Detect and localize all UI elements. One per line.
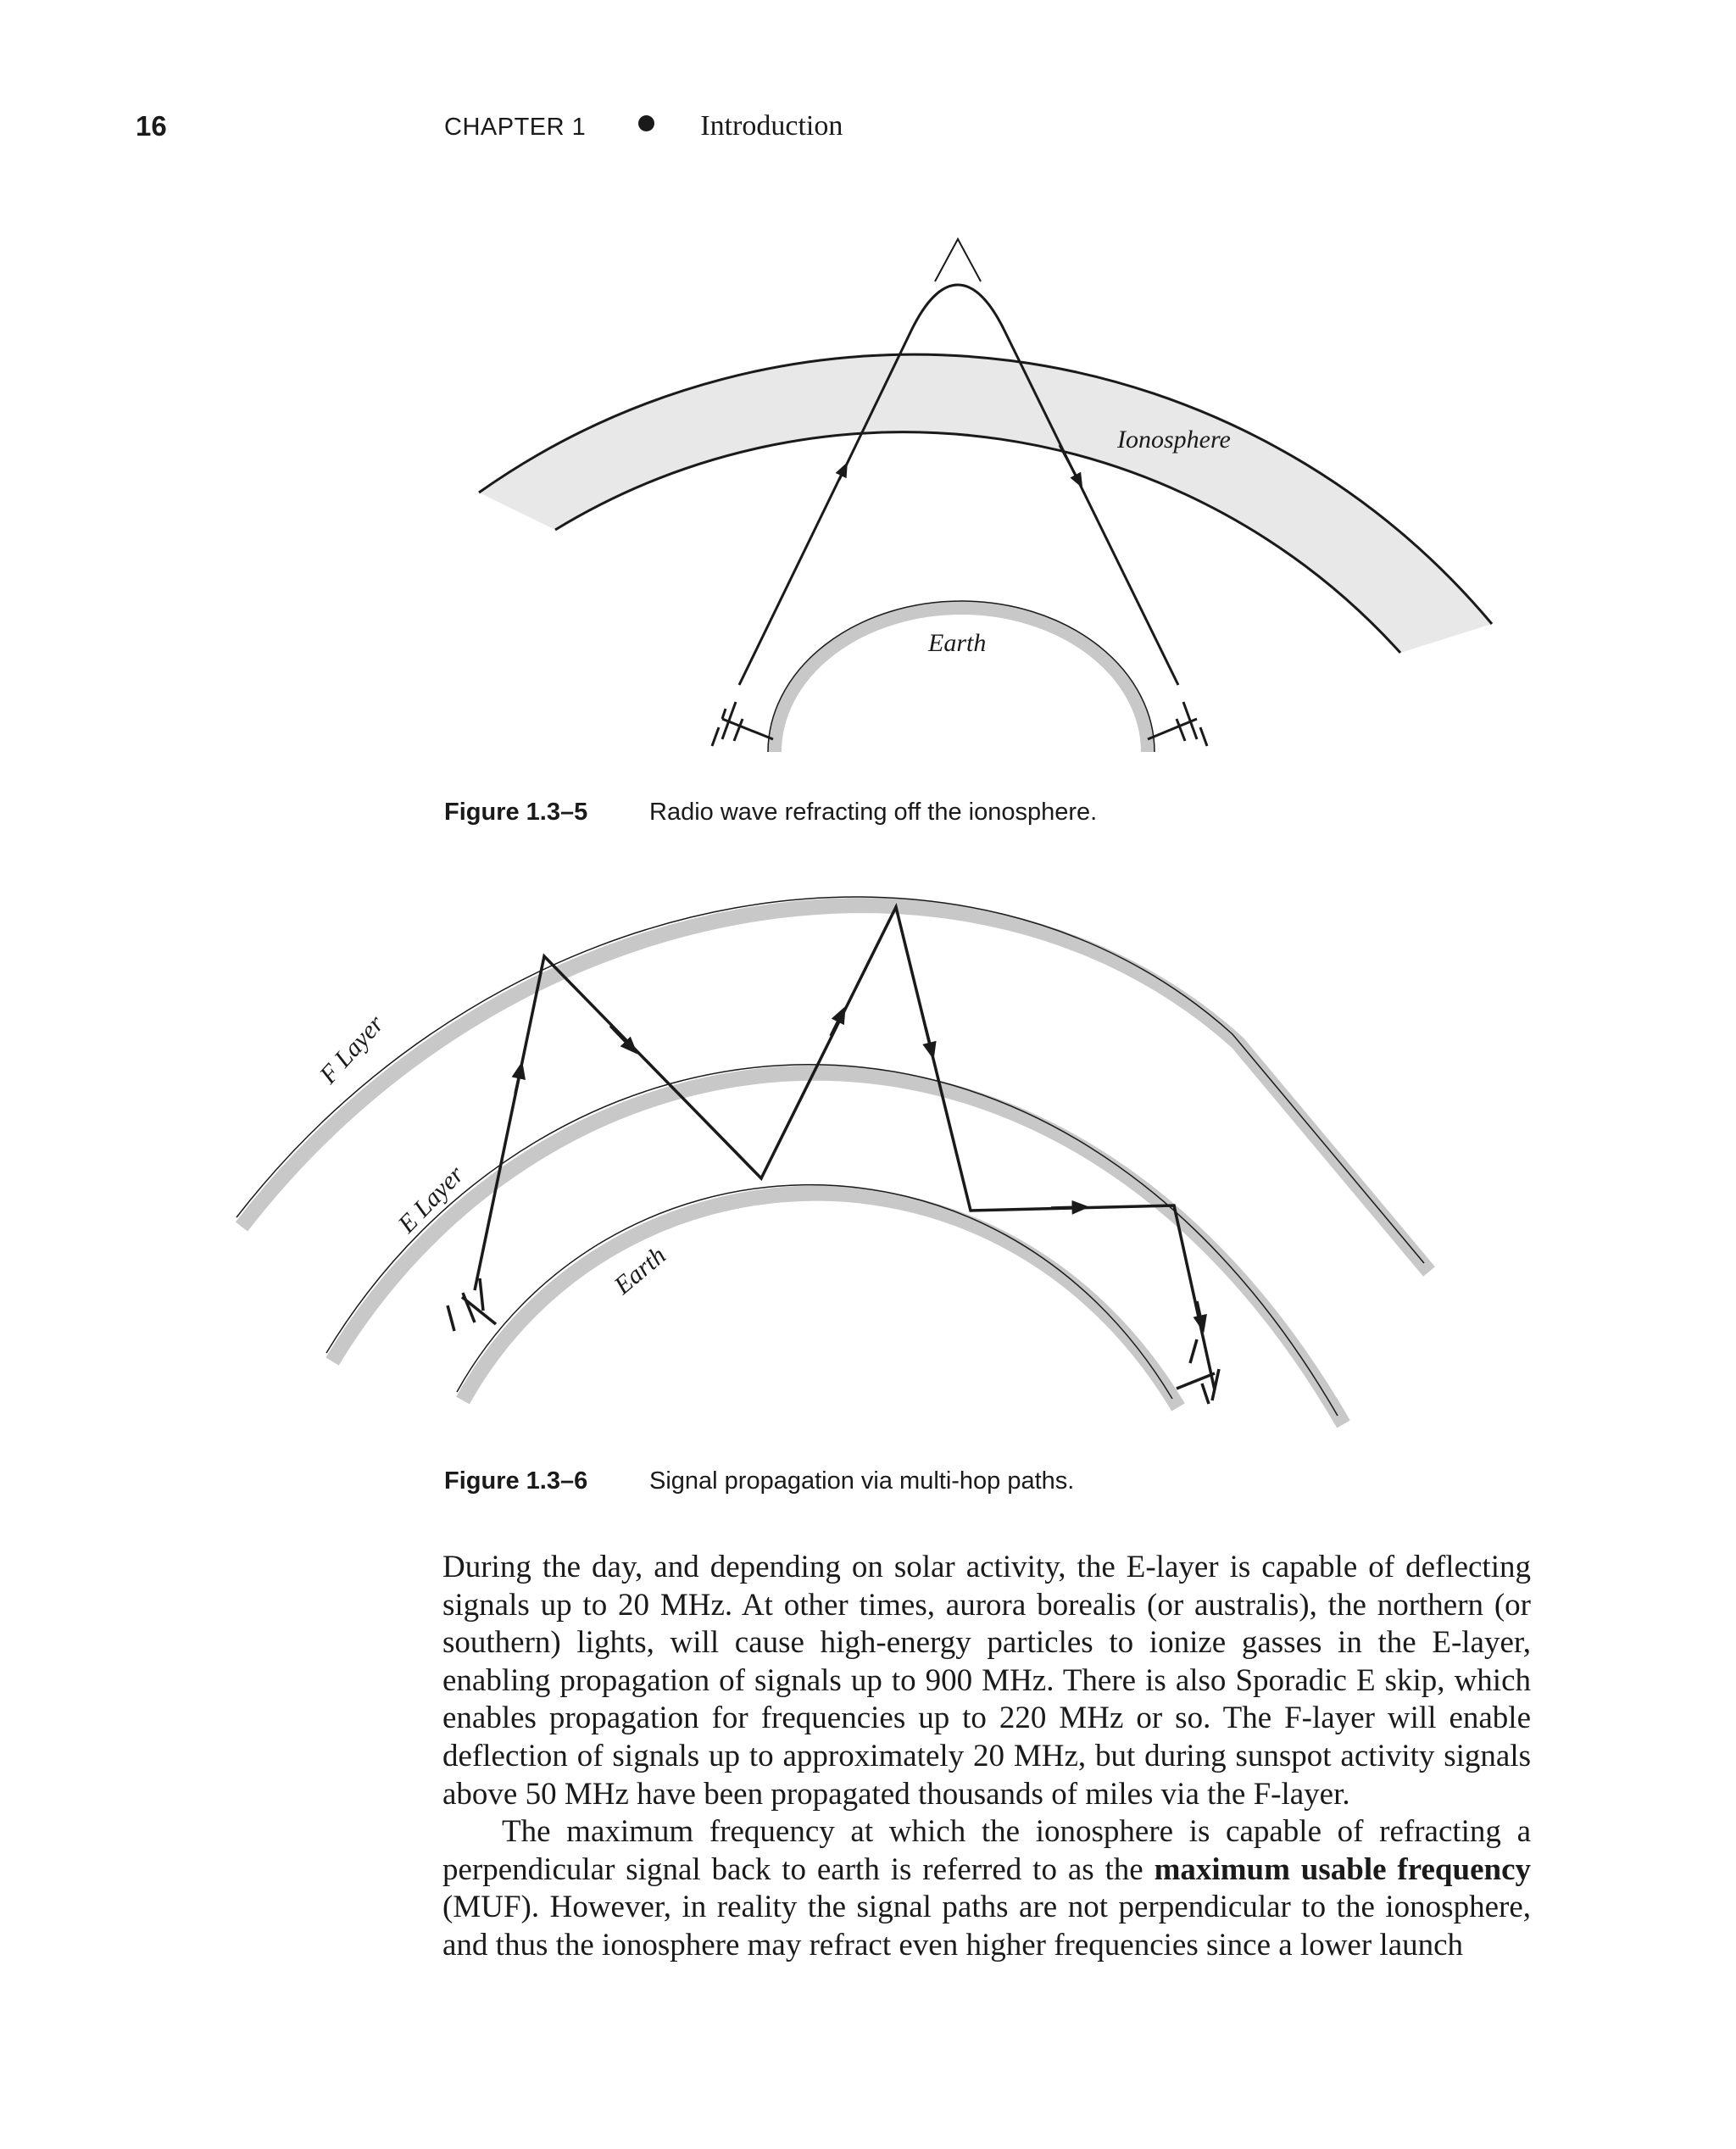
earth-label: Earth (609, 1241, 671, 1300)
hop-arrow-5 (1051, 1207, 1081, 1208)
page-number: 16 (136, 110, 167, 142)
body-text (442, 1549, 1531, 1965)
earth-outline (768, 601, 1155, 752)
chapter-label: CHAPTER 1 (444, 114, 587, 141)
antenna-left-icon (712, 702, 773, 746)
hop-arrow-1 (515, 1070, 520, 1094)
f-layer-label: F Layer (314, 1010, 390, 1089)
figure-number: Figure 1.3–6 (444, 1467, 588, 1495)
earth-edge (457, 1185, 1172, 1399)
figure-caption (444, 1467, 1074, 1495)
apex-marker (935, 239, 981, 281)
e-layer-label: E Layer (392, 1161, 470, 1239)
antenna-right-icon (1177, 1339, 1219, 1404)
hop-arrow-2 (610, 1026, 632, 1048)
antenna-right-icon (1148, 702, 1207, 746)
paragraph-text: The maximum frequency at which the ionosphere is capable of refracting a perpendicular signal back to earth is referred to as the (442, 1814, 1531, 1887)
running-head (444, 110, 843, 142)
multi-hop-figure (0, 882, 1736, 1458)
ionosphere-label: Ionosphere (1117, 426, 1231, 454)
ionosphere-refraction-figure (0, 229, 1736, 788)
bullet-icon (638, 115, 654, 131)
hop-arrow-3 (831, 1014, 842, 1036)
antenna-left-icon (448, 1278, 496, 1331)
earth-label: Earth (928, 629, 987, 657)
figure-number: Figure 1.3–5 (444, 799, 588, 826)
figure-caption (444, 799, 1097, 827)
paragraph-text: (MUF). However, in reality the signal paths are not perpendicular to the ionosphere, and thus the ionosphere may refract even higher frequencies since a lower launch (442, 1890, 1531, 1962)
term-mufs: maximum usable frequency (1154, 1851, 1531, 1887)
section-title: Introduction (700, 110, 843, 142)
earth-band (463, 1194, 1178, 1407)
hop-arrow-4 (926, 1027, 932, 1051)
figure-caption-text: Signal propagation via multi-hop paths. (649, 1467, 1075, 1495)
paragraph: During the day, and depending on solar activity, the E-layer is capable of deflecting signals up to 20 MHz. At other times, aurora borealis (or australis), the northern (or southern) lights, will cause high-energy particles to ionize gasses in the E-layer, enabling propagation of signals up to 900 MHz. There is also Sporadic E skip, which enables propagation for frequencies up to 220 MHz or so. The F-layer will enable deflection of signals up to approximately 20 MHz, but during sunspot activity signals above 50 MHz have been propagated thousands of miles via the F-layer. (442, 1550, 1531, 1812)
figure-caption-text: Radio wave refracting off the ionosphere. (649, 799, 1098, 826)
paragraph (442, 1813, 1531, 1964)
